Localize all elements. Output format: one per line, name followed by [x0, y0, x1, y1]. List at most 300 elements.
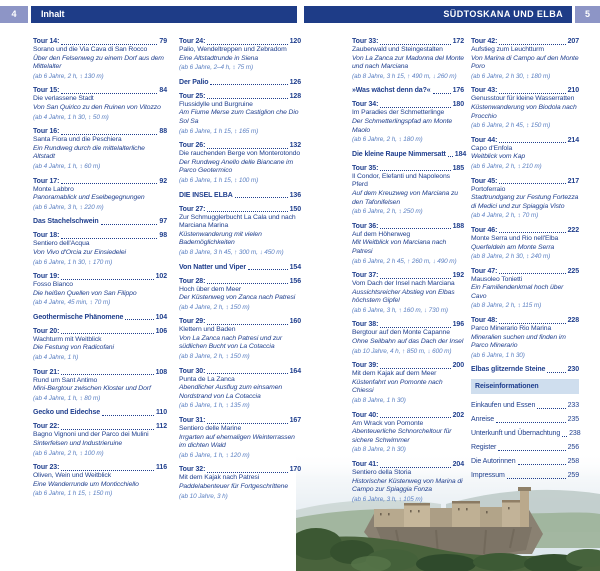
toc-entry	[179, 191, 301, 200]
toc-label: Tour 41:	[352, 461, 379, 468]
toc-row	[471, 401, 579, 410]
tour-subtitle: Die Festung von Radicofani	[33, 344, 114, 352]
tour-subtitle: Auf dem Kreuzweg von Marciana zu den Tafonifelsen	[352, 189, 458, 206]
toc-label: DIE INSEL ELBA	[179, 191, 233, 199]
tour-meta: (ab 6 Jahre, 3 h, ↑ 160 m, ↓ 730 m)	[352, 306, 448, 314]
toc-row	[471, 471, 579, 480]
tour-meta: (ab 6 Jahre, 2 h 45, ↕ 150 m)	[471, 122, 551, 130]
tour-subtitle: Von La Zanca zur Madonna del Monte und nach Marciana	[352, 54, 464, 71]
leader-dots	[207, 148, 287, 149]
page-ref: 154	[289, 263, 301, 271]
tour-meta: (ab 6 Jahre, 3 h, ↕ 105 m)	[352, 495, 423, 503]
tour-title: Genusstour für kleine Wasserratten	[471, 95, 575, 103]
tour-subtitle: Am Fiume Merse zum Castiglion che Dio Sol Sa	[179, 109, 299, 125]
leader-dots	[207, 373, 287, 374]
toc-entry	[471, 401, 579, 410]
tour-meta: (ab 4 Jahre, 2 h, ↕ 150 m)	[179, 303, 250, 311]
page-ref: 200	[452, 362, 464, 370]
toc-label: Das Stachelschwein	[33, 218, 99, 226]
toc-row	[179, 92, 301, 101]
toc-row	[33, 422, 167, 431]
toc-label: Tour 36:	[352, 222, 379, 230]
page-ref: 97	[159, 218, 167, 226]
leader-dots	[61, 374, 153, 375]
toc-label: Von Natter und Viper	[179, 263, 246, 271]
toc-row	[179, 78, 301, 87]
toc-row	[471, 86, 579, 95]
toc-label: Einkaufen und Essen	[471, 402, 536, 410]
page-number-right: 5	[575, 6, 600, 23]
leader-dots	[433, 93, 451, 94]
page-ref: 192	[452, 272, 464, 280]
page-ref: 258	[567, 458, 579, 466]
tour-meta: (ab 8 Jahre, 2 h, ↕ 115 m)	[471, 302, 542, 310]
toc-row	[352, 164, 464, 173]
toc-entry	[352, 86, 464, 95]
toc-row	[179, 205, 301, 214]
page-number-left: 4	[0, 6, 28, 23]
page-ref: 184	[454, 150, 467, 158]
leader-dots	[61, 333, 153, 334]
tour-meta: (ab 6 Jahre, 1 h 15, ↕ 150 m)	[33, 490, 113, 498]
tour-meta: (ab 4 Jahre, 45 min, ↕ 70 m)	[33, 299, 111, 307]
tour-subtitle: Der Rundweg Anello delle Biancane im Parco Geotermico	[179, 158, 294, 175]
toc-entry	[471, 177, 579, 221]
leader-dots	[210, 84, 287, 85]
page-ref: 233	[567, 402, 579, 410]
toc-entry	[33, 408, 167, 417]
toc-entry	[352, 100, 464, 144]
leader-dots	[448, 156, 453, 157]
tour-meta: (ab 6 Jahre, 1 h, ↕ 135 m)	[179, 402, 250, 410]
tour-title: Mit dem Kajak auf dem Meer	[352, 370, 437, 378]
page-ref: 110	[156, 409, 167, 417]
header-bar-right	[304, 6, 572, 23]
tour-subtitle: Ein Familiendenkmal hoch über Cavo	[471, 284, 564, 300]
tour-title: Portoferraio	[471, 185, 506, 193]
toc-row	[471, 177, 579, 186]
toc-label: Geothermische Phänomene	[33, 313, 124, 321]
tour-meta: (ab 6 Jahre, 2 h, ↕ 130 m)	[33, 72, 104, 80]
leader-dots	[207, 472, 287, 473]
tour-subtitle: Weitblick vom Kap	[471, 153, 526, 161]
toc-row	[352, 222, 464, 231]
tour-title: Vom Dach der Insel nach Marciana	[352, 280, 455, 288]
toc-entry	[471, 443, 579, 452]
toc-column	[352, 37, 467, 509]
tour-subtitle: Küstenwanderung mit vielen Bademöglichkeiten	[179, 230, 262, 247]
page-ref: 104	[155, 313, 167, 321]
leader-dots	[248, 269, 288, 270]
leader-dots	[499, 323, 565, 324]
page-ref: 167	[289, 417, 301, 425]
page-ref: 136	[289, 191, 301, 199]
toc-row	[33, 127, 167, 136]
leader-dots	[101, 224, 158, 225]
toc-entry	[179, 205, 301, 258]
toc-entry	[179, 277, 301, 313]
page-ref: 172	[452, 38, 464, 45]
toc-label: Tour 20:	[33, 327, 60, 335]
page-ref: 112	[156, 423, 167, 431]
tour-title: Wachturm mit Weitblick	[33, 335, 102, 343]
tour-meta: (ab 6 Jahre, 2 h, ↕ 100 m)	[33, 449, 104, 457]
toc-entry	[352, 164, 464, 217]
toc-entry	[33, 327, 167, 363]
toc-entry	[179, 92, 301, 136]
tour-subtitle: Mini-Bergtour zwischen Kloster und Dorf	[33, 385, 151, 393]
tour-title: Hoch über dem Meer	[179, 285, 242, 293]
page-ref: 84	[159, 87, 167, 95]
tour-title: Auf dem Höhenweg	[352, 230, 411, 238]
tour-meta: (ab 6 Jahre, 2 h, ↕ 210 m)	[471, 162, 542, 170]
tour-meta: (ab 6 Jahre, 3 h, ↕ 220 m)	[33, 203, 104, 211]
toc-label: Tour 29:	[179, 318, 206, 326]
toc-label: Tour 15:	[33, 87, 60, 95]
page-ref: 106	[155, 327, 167, 335]
toc-entry	[179, 263, 301, 272]
leader-dots	[61, 44, 157, 45]
toc-entry	[179, 416, 301, 460]
tour-title: Punta de La Zanca	[179, 375, 235, 383]
toc-row	[471, 429, 579, 438]
page-ref: 217	[567, 177, 579, 185]
tour-meta: (ab 6 Jahre, 2–4 h, ↕ 75 m)	[179, 64, 254, 72]
toc-label: Tour 48:	[471, 317, 498, 325]
toc-row	[471, 267, 579, 276]
tour-meta: (ab 10 Jahre, 3 h)	[179, 492, 228, 500]
tour-title: Santa Fiora und die Peschiera	[33, 136, 122, 144]
leader-dots	[61, 93, 157, 94]
toc-entry	[471, 86, 579, 130]
tour-meta: (ab 8 Jahre, 1 h 30)	[352, 397, 406, 405]
toc-row	[33, 408, 167, 417]
toc-label: Tour 25:	[179, 92, 206, 100]
page-ref: 128	[289, 92, 301, 100]
page-ref: 225	[567, 267, 579, 275]
toc-label: Die kleine Raupe Nimmersatt	[352, 150, 446, 158]
toc-entry	[33, 272, 167, 308]
toc-row	[33, 231, 167, 240]
toc-left-page	[33, 37, 301, 506]
tour-title: Zur Schmugglerbucht La Cala und nach Marciana Marina	[179, 213, 296, 230]
leader-dots	[380, 467, 450, 468]
tour-subtitle: Von La Zanca nach Patresi und zur südlichen Bucht von La Cotaccia	[179, 334, 282, 351]
tour-title: Sentiero della Storia	[352, 469, 412, 476]
toc-label: Tour 34:	[352, 101, 379, 109]
page-ref: 204	[452, 461, 464, 468]
page-ref: 160	[289, 318, 301, 326]
page-ref: 196	[452, 321, 464, 329]
leader-dots	[61, 470, 154, 471]
leader-dots	[207, 283, 287, 284]
tour-subtitle: Die heißen Quellen von San Filippo	[33, 289, 137, 297]
toc-column	[471, 37, 579, 509]
toc-row	[33, 463, 167, 472]
leader-dots	[102, 415, 154, 416]
toc-entry	[471, 365, 579, 374]
tour-meta: (ab 6 Jahre, 2 h, ↕ 250 m)	[352, 208, 423, 216]
toc-label: Tour 32:	[179, 466, 206, 474]
tour-title: Oliven, Wein und Weitblick	[33, 472, 111, 480]
page-ref: 156	[289, 277, 301, 285]
toc-entry	[179, 141, 301, 185]
toc-row	[471, 136, 579, 145]
toc-entry	[471, 136, 579, 172]
tour-meta: (ab 6 Jahre, 1 h 30, ↕ 170 m)	[33, 258, 113, 266]
toc-row	[352, 271, 464, 280]
page-ref: 79	[159, 38, 167, 45]
toc-column	[179, 37, 301, 506]
toc-entry	[471, 267, 579, 311]
tour-meta: (ab 8 Jahre, 2 h 30, ↕ 240 m)	[471, 253, 551, 261]
toc-row	[33, 177, 167, 186]
toc-label: Tour 22:	[33, 423, 60, 431]
tour-meta: (ab 6 Jahre, 2 h 30, ↕ 180 m)	[471, 72, 551, 80]
tour-meta: (ab 6 Jahre, 1 h 15, ↕ 165 m)	[179, 127, 259, 135]
toc-row	[33, 327, 167, 336]
toc-label: Tour 45:	[471, 177, 498, 185]
tour-title: Capo d'Enfola	[471, 144, 513, 152]
toc-row	[179, 465, 301, 474]
tour-subtitle: Über den Felsenweg zu einem Dorf aus dem Mittelalter	[33, 54, 164, 71]
toc-label: Tour 47:	[471, 267, 498, 275]
leader-dots	[380, 44, 450, 45]
travel-info-heading: Reiseinformationen	[471, 379, 579, 394]
leader-dots	[207, 324, 287, 325]
page-ref: 116	[156, 464, 167, 472]
page-ref: 132	[289, 142, 301, 150]
tour-title: Aufstieg zum Leuchtturm	[471, 46, 544, 53]
toc-label: Tour 40:	[352, 411, 379, 419]
page-ref: 98	[159, 232, 167, 240]
leader-dots	[207, 423, 287, 424]
toc-row	[33, 272, 167, 281]
toc-row	[33, 86, 167, 95]
toc-entry	[471, 471, 579, 480]
toc-row	[471, 365, 579, 374]
toc-row	[471, 37, 579, 46]
tour-title: Sentiero delle Marine	[179, 425, 242, 433]
leader-dots	[496, 422, 566, 423]
toc-row	[179, 277, 301, 286]
tour-title: Sorano und die Via Cava di San Rocco	[33, 46, 148, 53]
toc-row	[471, 415, 579, 424]
toc-row	[352, 150, 467, 159]
page-ref: 256	[567, 444, 579, 452]
tour-meta: (ab 6 Jahre, 1 h 15, ↕ 100 m)	[179, 176, 259, 184]
toc-label: Register	[471, 444, 497, 452]
header-title-left: Inhalt	[41, 9, 65, 19]
tour-subtitle: Ein Rundweg durch die mittelalterliche Altstadt	[33, 144, 145, 161]
tour-subtitle: Historischer Küstenweg von Marina di Campo zur Spiaggia Fonza	[352, 477, 463, 494]
toc-entry	[471, 415, 579, 424]
toc-entry	[352, 460, 464, 504]
leader-dots	[562, 436, 567, 437]
toc-entry	[33, 177, 167, 213]
leader-dots	[125, 319, 153, 320]
tour-title: Im Paradies der Schmetterlinge	[352, 109, 445, 117]
toc-row	[471, 316, 579, 325]
toc-entry	[352, 320, 464, 356]
tour-title: Sentiero dell'Acqua	[33, 240, 90, 248]
page-ref: 188	[452, 222, 464, 230]
tour-meta: (ab 4 Jahre, 1 h, ↕ 80 m)	[33, 394, 101, 402]
tour-meta: (ab 6 Jahre, 1 h, ↕ 120 m)	[179, 451, 250, 459]
tour-title: Die verlassene Stadt	[33, 95, 94, 103]
page-ref: 108	[155, 368, 167, 376]
leader-dots	[61, 238, 157, 239]
tour-subtitle: Von Vivo d'Orcia zur Einsiedelei	[33, 248, 126, 256]
page-ref: 238	[569, 430, 581, 438]
leader-dots	[61, 429, 154, 430]
tour-title: Flussidylle und Burgruine	[179, 100, 253, 108]
toc-entry	[352, 222, 464, 266]
toc-column	[33, 37, 167, 506]
toc-row	[352, 37, 464, 46]
toc-entry	[33, 368, 167, 404]
page-ref: 180	[452, 101, 464, 109]
toc-label: Tour 19:	[33, 273, 60, 281]
tour-meta: (ab 4 Jahre, 1 h, ↕ 60 m)	[33, 162, 101, 170]
page-ref: 202	[452, 411, 464, 419]
leader-dots	[498, 450, 565, 451]
leader-dots	[380, 170, 450, 171]
tour-subtitle: Querfeldein am Monte Serra	[471, 243, 555, 251]
toc-entry	[352, 150, 467, 159]
tour-title: Fosso Bianco	[33, 281, 73, 289]
toc-row	[33, 313, 167, 322]
page-ref: 214	[567, 136, 579, 144]
toc-label: Elbas glitzernde Steine	[471, 366, 546, 374]
leader-dots	[499, 44, 565, 45]
toc-label: »Was wächst denn da?«	[352, 87, 431, 95]
tour-subtitle: Mineralien suchen und finden im Parco Minerario	[471, 333, 566, 350]
toc-label: Tour 35:	[352, 164, 379, 172]
tour-title: Il Condor, Elefanti und Napoleons Pferd	[352, 172, 450, 189]
toc-row	[471, 443, 579, 452]
toc-entry	[33, 86, 167, 122]
tour-subtitle: Panoramablick und Eselbegegnungen	[33, 194, 145, 202]
toc-row	[352, 100, 464, 109]
toc-entry	[471, 316, 579, 360]
toc-entry	[471, 429, 579, 438]
toc-row	[352, 361, 464, 370]
tour-title: Monte Labbro	[33, 185, 74, 193]
toc-label: Tour 31:	[179, 417, 206, 425]
tour-title: Zauberwald und Steingestalten	[352, 46, 443, 53]
tour-subtitle: Paddelabenteuer für Fortgeschrittene	[179, 483, 288, 490]
tour-subtitle: Von San Quirico zu den Ruinen von Vitozzo	[33, 103, 161, 111]
tour-title: Parco Minerario Rio Marina	[471, 325, 552, 333]
toc-row	[179, 191, 301, 200]
page-ref: 88	[159, 128, 167, 136]
page-ref: 164	[289, 367, 301, 375]
page-ref: 185	[452, 164, 464, 172]
tour-subtitle: Der Schmetterlingspfad am Monte Maolo	[352, 117, 453, 134]
leader-dots	[499, 183, 565, 184]
tour-meta: (ab 4 Jahre, 1 h)	[33, 354, 79, 362]
toc-entry	[352, 37, 464, 81]
tour-subtitle: Eine Wanderrunde um Monticchiello	[33, 480, 139, 488]
tour-title: Am Wrack von Pomonte	[352, 419, 424, 427]
toc-row	[33, 37, 167, 46]
tour-title: Die rauchenden Berge von Monterotondo	[179, 150, 300, 158]
toc-entry	[471, 457, 579, 466]
toc-label: Tour 44:	[471, 136, 498, 144]
leader-dots	[499, 273, 565, 274]
toc-label: Tour 38:	[352, 321, 379, 329]
tour-meta: (ab 8 Jahre, 2 h, ↕ 150 m)	[179, 353, 250, 361]
tour-meta: (ab 6 Jahre, 2 h 45, ↑ 260 m, ↓ 490 m)	[352, 257, 457, 265]
toc-label: Tour 37:	[352, 272, 379, 280]
tour-meta: (ab 4 Jahre, 1 h 30, ↕ 50 m)	[33, 113, 109, 121]
page-ref: 150	[289, 205, 301, 213]
tour-meta: (ab 8 Jahre, 3 h 15, ↑ 490 m, ↓ 260 m)	[352, 72, 457, 80]
leader-dots	[380, 417, 450, 418]
toc-label: Tour 18:	[33, 232, 60, 240]
toc-label: Tour 30:	[179, 367, 206, 375]
header-bar-left	[31, 6, 297, 23]
toc-label: Tour 21:	[33, 368, 60, 376]
toc-label: Die Autorinnen	[471, 458, 516, 466]
tour-title: Bergtour auf den Monte Capanne	[352, 329, 450, 337]
page-ref: 126	[289, 78, 301, 86]
toc-label: Tour 14:	[33, 38, 60, 45]
leader-dots	[61, 134, 157, 135]
toc-row	[471, 457, 579, 466]
leader-dots	[207, 98, 287, 99]
toc-entry	[33, 313, 167, 322]
toc-label: Unterkunft und Übernachtung	[471, 430, 561, 438]
toc-label: Impressum	[471, 472, 505, 480]
leader-dots	[380, 327, 450, 328]
toc-label: Tour 16:	[33, 128, 60, 136]
toc-row	[179, 141, 301, 150]
toc-entry	[179, 317, 301, 361]
toc-label: Tour 28:	[179, 277, 206, 285]
leader-dots	[537, 408, 565, 409]
toc-entry	[179, 465, 301, 501]
toc-entry	[179, 37, 301, 73]
tour-subtitle: Küstenfahrt von Pomonte nach Chiessi	[352, 378, 443, 395]
leader-dots	[61, 279, 153, 280]
leader-dots	[380, 107, 450, 108]
page-ref: 120	[289, 38, 301, 45]
toc-entry	[33, 422, 167, 458]
toc-label: Tour 43:	[471, 87, 498, 95]
toc-row	[352, 460, 464, 469]
tour-title: Klettern und Baden	[179, 326, 236, 334]
tour-subtitle: Irrgarten auf ehemaligen Weinterrassen im dichten Wald	[179, 433, 295, 450]
toc-row	[352, 86, 464, 95]
toc-row	[33, 368, 167, 377]
toc-entry	[33, 463, 167, 499]
page-ref: 170	[289, 466, 301, 474]
toc-label: Tour 24:	[179, 38, 206, 45]
toc-entry	[352, 271, 464, 315]
page-ref: 228	[567, 317, 579, 325]
tour-meta: (ab 6 Jahre, 2 h, ↕ 180 m)	[352, 136, 423, 144]
toc-label: Tour 17:	[33, 177, 60, 185]
page-ref: 230	[567, 366, 579, 374]
toc-label: Der Palio	[179, 78, 209, 86]
leader-dots	[507, 478, 566, 479]
leader-dots	[547, 372, 565, 373]
tour-meta: (ab 4 Jahre, 2 h, ↕ 70 m)	[471, 212, 539, 220]
toc-row	[179, 317, 301, 326]
tour-meta: (ab 8 Jahre, 3 h 45, ↑ 300 m, ↓ 450 m)	[179, 248, 284, 256]
